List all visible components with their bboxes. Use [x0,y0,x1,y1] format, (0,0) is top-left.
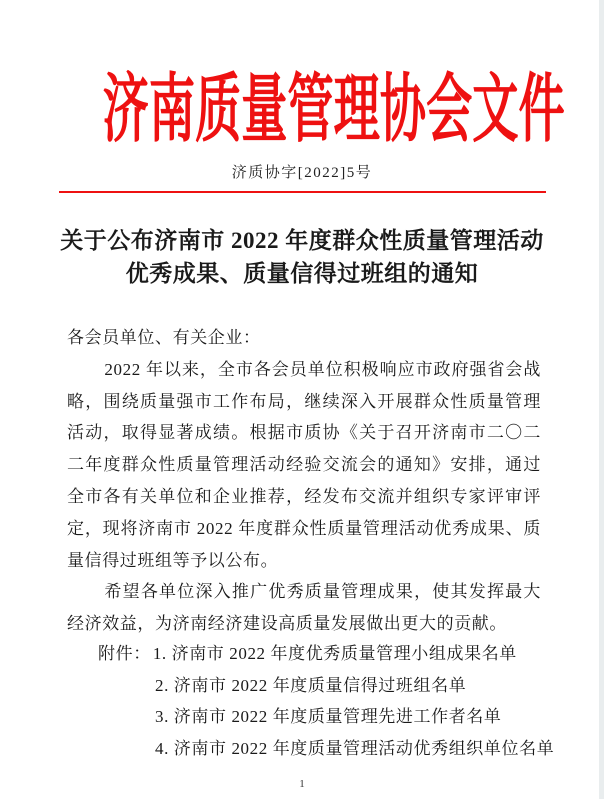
attachments-list [98,638,558,764]
attachment-item-2: 2. 济南市 2022 年度质量信得过班组名单 [155,675,467,695]
scan-edge-shadow [599,0,604,799]
salutation-line: 各会员单位、有关企业： [67,328,261,347]
attachment-item-3: 3. 济南市 2022 年度质量管理先进工作者名单 [155,707,502,726]
body-paragraph-1: 2022 年以来，全市各会员单位积极响应市政府强省会战略，围绕质量强市工作布局，继续深入开展群众性质量管理活动，取得显著成绩。根据市质协《关于召开济南市二〇二二年度群众性质量管理活动经验交流会的通知》安排，通过全市各有关单位和企业推荐，经发布交流并组织专家评审评定，现将济南市 2022 年度群众性质量管理活动优秀成果、质量信得过班组等予以公布。 [67,359,541,570]
document-title [32,224,572,290]
attachment-item-4: 4. 济南市 2022 年度质量管理活动优秀组织单位名单 [155,738,555,758]
attachments-label: 附件： [98,644,151,663]
attachment-item-1-text: 1. 济南市 2022 年度优秀质量管理小组成果名单 [152,644,517,663]
document-reference-number: 济质协字[2022]5号 [231,165,373,181]
org-letterhead-title: 济南质量管理协会文件 [102,70,565,152]
document-title-line1: 关于公布济南市 2022 年度群众性质量管理活动 [60,228,544,253]
document-body [67,322,541,640]
attachment-item-1 [98,638,558,670]
page-number: 1 [299,778,305,790]
body-paragraph-2: 希望各单位深入推广优秀质量管理成果，使其发挥最大经济效益，为济南经济建设高质量发展做出更大的贡献。 [67,582,541,634]
document-title-line2: 优秀成果、质量信得过班组的通知 [125,261,479,286]
red-divider-line [59,191,546,193]
